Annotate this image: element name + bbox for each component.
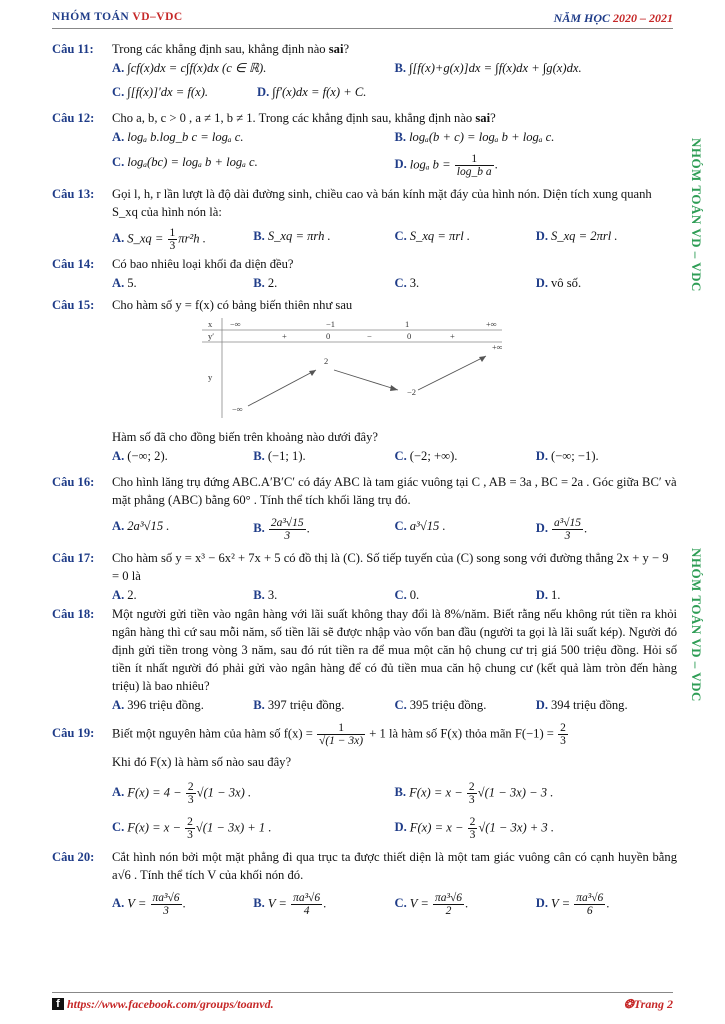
option-text: F(x) = 4 − (127, 785, 185, 800)
option-letter: D. (535, 588, 548, 602)
school-year-label: NĂM HỌC (553, 11, 613, 25)
option-letter: B. (253, 276, 265, 290)
option-b[interactable] (253, 447, 394, 466)
option-text: 2. (127, 588, 137, 602)
x-value: +∞ (486, 319, 497, 329)
fraction-denominator: 4 (303, 905, 310, 917)
option-b[interactable] (253, 892, 394, 917)
option-text: ∫[f(x)]′dx = f(x). (127, 85, 209, 99)
question-20 (52, 848, 677, 884)
question-number: Câu 13: (52, 187, 95, 201)
arrow-up (418, 356, 486, 390)
question-11 (52, 40, 677, 58)
fraction (186, 781, 196, 806)
fraction (455, 153, 494, 178)
y-value: −∞ (232, 404, 243, 414)
option-letter: C. (394, 229, 407, 243)
option-text: V = (409, 896, 433, 911)
sign: + (450, 331, 455, 341)
question-19-prompt (52, 753, 677, 771)
option-letter: A. (112, 698, 125, 712)
fraction (291, 892, 322, 917)
option-text: ∫[f(x)+g(x)]dx = ∫f(x)dx + ∫g(x)dx. (409, 61, 582, 75)
option-letter: A. (112, 785, 125, 800)
option-letter: B. (253, 588, 265, 602)
fraction-numerator: πa³√6 (435, 892, 463, 904)
fraction (151, 892, 182, 917)
option-c[interactable] (112, 816, 395, 841)
option-letter: A. (112, 276, 125, 290)
group-link[interactable]: https://www.facebook.com/groups/toanvd. (67, 997, 274, 1011)
stem-end: ? (490, 111, 496, 125)
option-b[interactable] (395, 781, 678, 806)
option-tail: . (182, 896, 186, 911)
variation-table (202, 318, 677, 422)
option-letter: D. (257, 85, 270, 99)
options-row (112, 128, 677, 147)
option-letter: D. (535, 896, 548, 911)
option-text: F(x) = x − (409, 820, 467, 835)
option-tail: √(1 − 3x) . (196, 785, 252, 800)
question-number: Câu 12: (52, 111, 95, 125)
option-letter: A. (112, 896, 125, 911)
option-text: ∫cf(x)dx = c∫f(x)dx (c ∈ ℝ). (127, 61, 267, 75)
fraction (168, 227, 178, 252)
option-d[interactable] (536, 447, 677, 466)
fraction-denominator: 3 (469, 829, 476, 841)
option-b[interactable] (253, 227, 394, 252)
y-value: −2 (407, 387, 417, 397)
options-row (112, 153, 677, 178)
option-a[interactable] (112, 696, 253, 715)
option-c[interactable] (395, 517, 536, 542)
option-text: (−∞; −1). (551, 449, 599, 463)
option-text: S_xq = πrh . (267, 229, 331, 243)
options-row (112, 274, 677, 293)
question-18 (52, 605, 677, 695)
option-text: a³√15 . (409, 519, 446, 533)
fraction (552, 517, 583, 542)
option-d[interactable] (257, 83, 677, 102)
question-stem: Gọi l, h, r lần lượt là độ dài đường sinh, chiều cao và bán kính mặt đáy của hình nón. Diện tích xung quanh S_xq của hình nón là: (112, 187, 652, 219)
option-tail: √(1 − 3x) + 1 . (195, 820, 272, 835)
option-text: logₐ b = (409, 157, 454, 172)
fraction-numerator: 1 (317, 722, 365, 735)
options-row (112, 696, 677, 715)
option-text: 5. (127, 276, 137, 290)
question-number: Câu 14: (52, 257, 95, 271)
option-c[interactable] (395, 274, 536, 293)
group-name-accent: VD–VDC (132, 11, 183, 23)
option-letter: A. (112, 588, 125, 602)
option-d[interactable] (536, 517, 677, 542)
fraction-denominator: 3 (187, 794, 194, 806)
side-watermark-bottom: NHÓM TOÁN VD – VDC (689, 548, 704, 702)
fraction-denominator: √(1 − 3x) (319, 735, 364, 747)
option-tail: . (306, 521, 310, 536)
option-text: (−∞; 2). (127, 449, 168, 463)
option-text: S_xq = 2πrl . (551, 229, 618, 243)
option-tail: . (584, 521, 588, 536)
sign: 0 (407, 331, 412, 341)
option-letter: B. (253, 521, 265, 536)
question-17 (52, 549, 677, 585)
stem-text: + 1 là hàm số F(x) thỏa mãn F(−1) = (366, 726, 558, 741)
fraction (467, 781, 477, 806)
option-text: 3. (409, 276, 420, 290)
question-stem: Cho hình lăng trụ đứng ABC.A′B′C′ có đáy ABC là tam giác vuông tại C , AB = 3a , BC = 2a . Góc giữa BC′ và mặt phẳng (ABC) bằng 60° . Tính thể tích khối lăng trụ đó. (112, 475, 677, 507)
option-letter: A. (112, 231, 125, 246)
option-b[interactable] (253, 696, 394, 715)
option-text: V = (267, 896, 291, 911)
option-tail: . (606, 896, 610, 911)
question-stem (112, 109, 677, 127)
option-d[interactable] (536, 696, 677, 715)
option-letter: B. (394, 785, 407, 800)
option-text: logₐ(b + c) = logₐ b + logₐ c. (409, 130, 555, 144)
stem-end: ? (343, 42, 350, 56)
option-text: 394 triệu đồng. (551, 698, 628, 712)
option-text: 396 triệu đồng. (127, 698, 204, 712)
option-letter: B. (253, 896, 265, 911)
question-16 (52, 473, 677, 509)
question-stem: Cắt hình nón bởi một mặt phẳng đi qua trục ta được thiết diện là một tam giác vuông cân có cạnh huyền bằng a√6 . Tính thể tích V của khối nón đó. (112, 850, 677, 882)
sign: − (367, 331, 372, 341)
sign: 0 (326, 331, 331, 341)
option-letter: C. (394, 896, 407, 911)
option-text: 3. (267, 588, 278, 602)
options-row (112, 586, 677, 605)
option-text: F(x) = x − (409, 785, 466, 800)
option-d[interactable] (395, 153, 678, 178)
arrow-up (248, 370, 316, 406)
option-c[interactable] (395, 447, 536, 466)
question-stem: Khi đó F(x) là hàm số nào sau đây? (112, 755, 292, 769)
option-text: 397 triệu đồng. (267, 698, 345, 712)
option-b[interactable] (253, 517, 394, 542)
question-list (52, 40, 677, 917)
option-a[interactable] (112, 227, 253, 252)
fraction-numerator: 2 (187, 816, 193, 828)
option-a[interactable] (112, 447, 253, 466)
options-row (112, 517, 677, 542)
x-label: x (208, 319, 213, 329)
question-number: Câu 17: (52, 551, 95, 565)
fraction-denominator: 3 (187, 829, 193, 841)
option-text: S_xq = πrl . (409, 229, 471, 243)
option-letter: C. (394, 698, 407, 712)
fraction (185, 816, 195, 841)
option-b[interactable] (395, 59, 678, 78)
fraction (433, 892, 464, 917)
options-row (112, 816, 677, 841)
options-row (112, 447, 677, 466)
option-d[interactable] (536, 892, 677, 917)
option-c[interactable] (112, 83, 257, 102)
page-number: ❂Trang 2 (623, 997, 673, 1011)
school-year-value: 2020 – 2021 (613, 11, 673, 25)
question-15-prompt (52, 428, 677, 446)
option-a[interactable] (112, 274, 253, 293)
arrow-down (334, 370, 398, 390)
option-d[interactable] (536, 227, 677, 252)
option-a[interactable] (112, 517, 253, 542)
question-stem: Có bao nhiêu loại khối đa diện đều? (112, 257, 294, 271)
option-d[interactable] (536, 274, 677, 293)
option-b[interactable] (395, 128, 678, 147)
question-13 (52, 185, 677, 221)
option-b[interactable] (253, 586, 394, 605)
question-number: Câu 15: (52, 298, 95, 312)
option-tail: . (323, 896, 327, 911)
question-number: Câu 16: (52, 475, 95, 489)
fraction-denominator: 3 (564, 530, 571, 542)
option-c[interactable] (395, 227, 536, 252)
option-letter: D. (535, 276, 548, 290)
option-d[interactable] (395, 816, 678, 841)
option-d[interactable] (536, 586, 677, 605)
option-text: V = (551, 896, 574, 911)
option-letter: D. (535, 521, 548, 536)
option-letter: A. (112, 61, 125, 75)
fraction-denominator: log_b a (456, 166, 492, 178)
options-row (112, 227, 677, 252)
facebook-icon: f (52, 998, 64, 1010)
option-c[interactable] (395, 892, 536, 917)
option-c[interactable] (395, 696, 536, 715)
option-tail: πr²h . (178, 231, 206, 246)
fraction (558, 722, 568, 747)
option-text: V = (127, 896, 150, 911)
fraction-denominator: 3 (169, 240, 176, 252)
x-value: −1 (326, 319, 336, 329)
option-text: 2a³√15 . (127, 519, 170, 533)
option-text: (−1; 1). (267, 449, 306, 463)
option-letter: D. (394, 820, 407, 835)
fraction-numerator: πa³√6 (293, 892, 321, 904)
option-b[interactable] (253, 274, 394, 293)
stem-text: Trong các khẳng định sau, khẳng định nào (112, 42, 329, 56)
fraction-denominator: 3 (560, 735, 566, 747)
option-text: (−2; +∞). (409, 449, 458, 463)
option-a[interactable] (112, 586, 253, 605)
options-row (112, 59, 677, 78)
question-stem: Cho hàm số y = f(x) có bảng biến thiên như sau (112, 298, 353, 312)
option-letter: B. (253, 229, 265, 243)
stem-text: Biết một nguyên hàm của hàm số f(x) = (112, 726, 317, 741)
school-year (554, 11, 673, 26)
fraction-numerator: 2 (560, 722, 566, 734)
option-a[interactable] (112, 128, 395, 147)
fraction-numerator: πa³√6 (152, 892, 180, 904)
question-14 (52, 255, 677, 273)
option-letter: D. (394, 157, 407, 172)
group-name-main: NHÓM TOÁN (52, 11, 133, 23)
y-label: y (208, 372, 213, 382)
question-15 (52, 296, 677, 314)
option-letter: A. (112, 130, 125, 144)
question-stem (112, 722, 677, 747)
question-number: Câu 18: (52, 607, 95, 621)
option-letter: D. (535, 229, 548, 243)
fraction-numerator: 2a³√15 (270, 517, 304, 529)
question-stem: Một người gửi tiền vào ngân hàng với lãi suất không thay đổi là 8%/năm. Biết rằng nếu không rút tiền ra khỏi ngân hàng thì cứ sau mỗi năm, số tiền lãi sẽ được nhập vào vốn ban đầu (người ta gọi là lãi suất kép). Người đó định gửi tiền trong vòng 3 năm, sau đó rút tiền ra để mua một căn hộ chung cư trị giá 500 triệu đồng. Hỏi số tiền ít nhất người đó phải gửi vào ngân hàng để có đủ tiền mua căn hộ chung cư (kết quả làm tròn đến hàng triệu) là bao nhiêu? (112, 607, 677, 693)
option-text: 2. (267, 276, 278, 290)
y-value: 2 (324, 356, 329, 366)
x-value: 1 (405, 319, 410, 329)
question-number: Câu 20: (52, 850, 95, 864)
option-letter: A. (112, 449, 125, 463)
option-a[interactable] (112, 781, 395, 806)
option-letter: C. (394, 276, 407, 290)
stem-emphasis: sai (475, 111, 491, 125)
yprime-label: y′ (208, 331, 215, 341)
question-number: Câu 19: (52, 726, 95, 740)
fraction-numerator: 1 (455, 153, 494, 166)
fraction (317, 722, 365, 747)
options-row (112, 892, 677, 917)
fraction-numerator: 2 (468, 781, 475, 793)
fraction-numerator: 2 (187, 781, 194, 793)
question-12 (52, 109, 677, 127)
option-text: 1. (551, 588, 561, 602)
option-letter: C. (394, 519, 407, 533)
option-letter: C. (112, 155, 125, 169)
question-number: Câu 11: (52, 42, 94, 56)
option-c[interactable] (395, 586, 536, 605)
options-row (112, 781, 677, 806)
option-text: 395 triệu đồng. (409, 698, 487, 712)
group-name (52, 11, 183, 23)
option-tail: √(1 − 3x) + 3 . (478, 820, 555, 835)
option-letter: D. (535, 449, 548, 463)
option-text: ∫f′(x)dx = f(x) + C. (272, 85, 367, 99)
fraction-denominator: 3 (284, 530, 291, 542)
fraction (468, 816, 478, 841)
fraction-numerator: a³√15 (554, 517, 582, 529)
fraction-numerator: 2 (469, 816, 476, 828)
sign: + (282, 331, 287, 341)
fraction-denominator: 6 (586, 905, 593, 917)
option-letter: A. (112, 519, 125, 533)
option-c[interactable] (112, 153, 395, 178)
option-a[interactable] (112, 892, 253, 917)
option-text: 0. (409, 588, 420, 602)
question-stem: Hàm số đã cho đồng biến trên khoảng nào dưới đây? (112, 430, 378, 444)
option-text: vô số. (551, 276, 582, 290)
question-stem: Cho hàm số y = x³ − 6x² + 7x + 5 có đồ thị là (C). Số tiếp tuyến của (C) song song với đường thẳng 2x + y − 9 = 0 là (112, 551, 669, 583)
page-header (52, 8, 673, 29)
fraction-denominator: 3 (468, 794, 475, 806)
y-value: +∞ (492, 342, 502, 352)
question-stem (112, 40, 677, 58)
stem-emphasis: sai (328, 42, 344, 56)
option-tail: √(1 − 3x) − 3 . (477, 785, 554, 800)
option-letter: C. (394, 588, 407, 602)
options-row (112, 83, 677, 102)
stem-text: Cho a, b, c > 0 , a ≠ 1, b ≠ 1. Trong các khẳng định sau, khẳng định nào (112, 111, 476, 125)
option-letter: B. (253, 449, 265, 463)
option-tail: . (465, 896, 469, 911)
option-letter: C. (112, 820, 125, 835)
option-letter: C. (112, 85, 125, 99)
option-letter: D. (535, 698, 548, 712)
option-letter: C. (394, 449, 407, 463)
option-letter: B. (394, 130, 407, 144)
fraction-denominator: 3 (163, 905, 169, 917)
option-text: logₐ(bc) = logₐ b + logₐ c. (127, 155, 258, 169)
fraction-denominator: 2 (445, 905, 452, 917)
x-value: −∞ (230, 319, 241, 329)
fraction (269, 517, 306, 542)
option-text: F(x) = x − (127, 820, 185, 835)
variation-table-figure (202, 318, 502, 418)
option-a[interactable] (112, 59, 395, 78)
option-text: logₐ b.log_b c = logₐ c. (127, 130, 244, 144)
option-text: S_xq = (127, 231, 167, 246)
fraction-numerator: πa³√6 (576, 892, 604, 904)
option-letter: B. (253, 698, 265, 712)
question-19 (52, 722, 677, 747)
side-watermark-top: NHÓM TOÁN VD – VDC (689, 138, 704, 292)
option-tail: . (494, 157, 498, 172)
fraction-numerator: 1 (169, 227, 176, 239)
option-letter: B. (394, 61, 407, 75)
page-footer (52, 992, 673, 1015)
fraction (574, 892, 605, 917)
